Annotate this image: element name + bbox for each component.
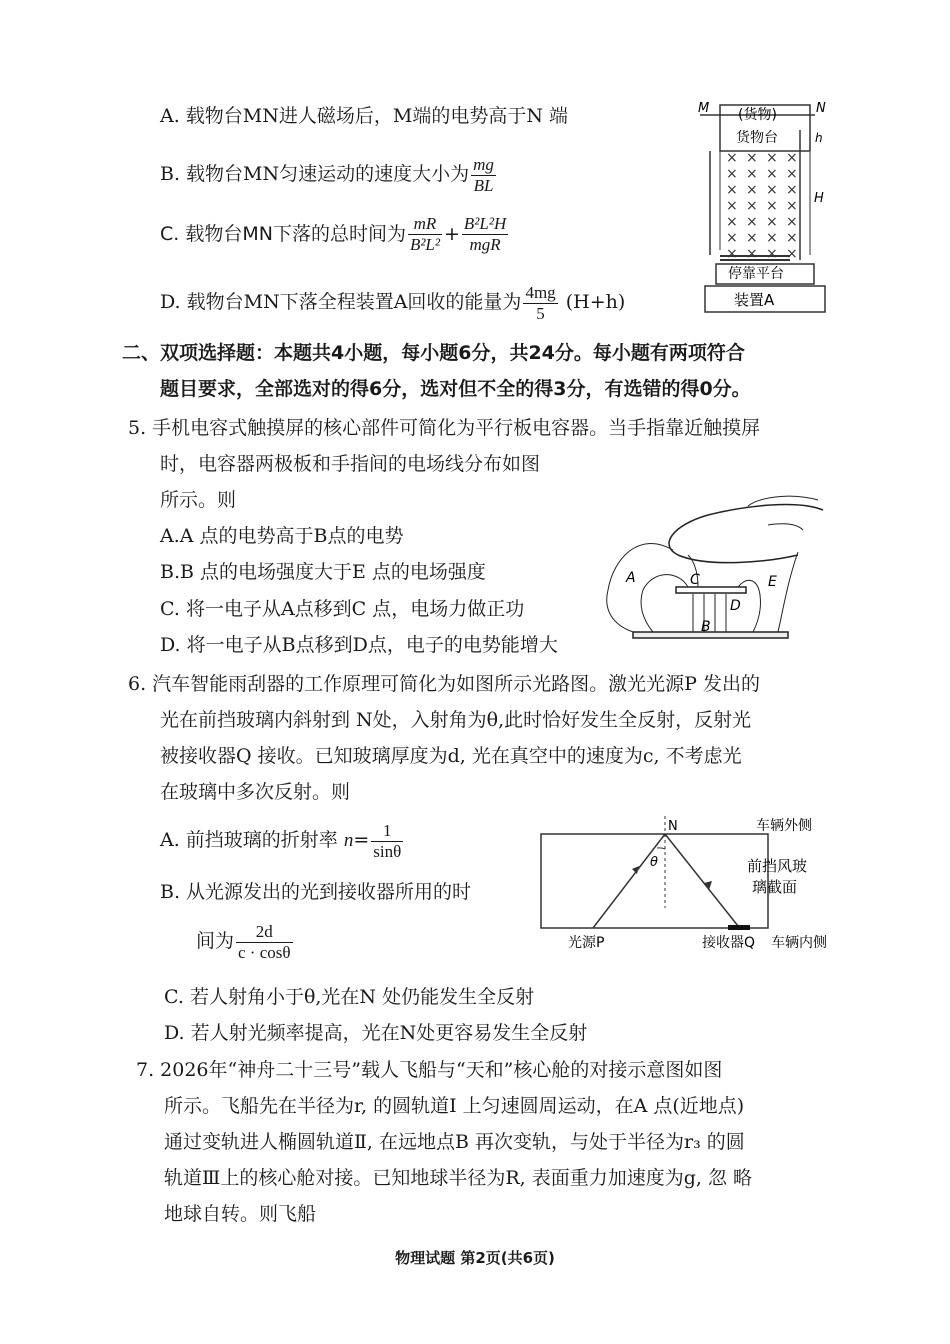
q7-stem-line-1: 7. 2026年“神舟二十三号”载人飞船与“天和”核心舱的对接示意图如图 bbox=[136, 1059, 723, 1081]
q4-option-d-fraction bbox=[523, 283, 557, 324]
q6-option-c: C. 若人射角小于θ,光在N 处仍能发生全反射 bbox=[164, 986, 535, 1008]
capacitor-top-plate bbox=[676, 587, 746, 593]
point-b-label: B bbox=[701, 619, 711, 635]
q5-stem-line-1: 5. 手机电容式触摸屏的核心部件可简化为平行板电容器。当手指靠近触摸屏 bbox=[128, 417, 761, 439]
light-source-label: 光源P bbox=[568, 935, 605, 951]
q4-option-c-fraction-1 bbox=[408, 214, 442, 255]
q6-option-b-fraction bbox=[236, 922, 293, 963]
angle-theta-label: θ bbox=[650, 855, 658, 870]
glass-section-label-1: 前挡风玻 bbox=[747, 857, 808, 875]
fraction-denominator: 5 bbox=[523, 303, 557, 324]
label-cargo-platform: 货物台 bbox=[736, 130, 778, 146]
windshield-optics-figure bbox=[538, 808, 838, 958]
q6-option-a-text: A. 前挡玻璃的折射率 bbox=[160, 829, 338, 851]
receiver-marker bbox=[728, 925, 750, 930]
section-2-header-line-1: 二、双项选择题：本题共4小题，每小题6分，共24分。每小题有两项符合 bbox=[122, 342, 745, 364]
point-d-label: D bbox=[730, 598, 741, 614]
field-cross-mark: × bbox=[746, 166, 758, 182]
q7-stem-line-3: 通过变轨进人椭圆轨道Ⅱ, 在远地点B 再次变轨，与处于半径为r₃ 的圆 bbox=[164, 1131, 745, 1153]
q5-stem-line-2: 时，电容器两极板和手指间的电场线分布如图 bbox=[160, 453, 541, 475]
field-cross-mark: × bbox=[726, 198, 738, 214]
vehicle-inside-label: 车辆内侧 bbox=[771, 935, 827, 951]
q7-stem-line-4: 轨道Ⅲ上的核心舱对接。已知地球半径为R, 表面重力加速度为g, 忽 略 bbox=[164, 1167, 752, 1189]
touchscreen-field-figure bbox=[598, 470, 833, 645]
section-2-header-line-2: 题目要求，全部选对的得6分，选对但不全的得3分，有选错的得0分。 bbox=[160, 378, 751, 400]
field-cross-mark: × bbox=[766, 198, 778, 214]
label-n: N bbox=[816, 101, 826, 116]
field-cross-mark: × bbox=[746, 246, 758, 262]
q6-stem-line-2: 光在前挡玻璃内斜射到 N处，入射角为θ,此时恰好发生全反射，反射光 bbox=[160, 709, 752, 731]
q6-stem-line-1: 6. 汽车智能雨刮器的工作原理可简化为如图所示光路图。激光光源P 发出的 bbox=[128, 673, 760, 695]
q7-stem-line-5: 地球自转。则飞船 bbox=[164, 1203, 317, 1225]
label-h-large: H bbox=[814, 191, 824, 206]
q6-option-d: D. 若人射光频率提高，光在N处更容易发生全反射 bbox=[164, 1022, 588, 1044]
fraction-denominator: sinθ bbox=[373, 841, 402, 861]
q4-option-b-fraction bbox=[471, 155, 496, 196]
field-cross-mark: × bbox=[746, 230, 758, 246]
fraction-numerator: mR bbox=[413, 214, 437, 233]
q4-option-d-text: D. 载物台MN下落全程装置A回收的能量为 bbox=[160, 291, 522, 313]
q5-option-c: C. 将一电子从A点移到C 点，电场力做正功 bbox=[160, 598, 525, 620]
equals-sign: = bbox=[353, 829, 370, 851]
symbol-n: n bbox=[343, 830, 354, 851]
field-cross-mark: × bbox=[726, 214, 738, 230]
field-cross-mark: × bbox=[726, 246, 738, 262]
label-device-a: 装置A bbox=[734, 291, 775, 309]
point-n-label: N bbox=[668, 819, 678, 834]
receiver-label: 接收器Q bbox=[702, 935, 756, 951]
q4-option-c bbox=[160, 208, 510, 260]
q4-option-c-fraction-2 bbox=[462, 214, 508, 255]
q4-option-d bbox=[160, 276, 625, 328]
q5-stem-line-3: 所示。则 bbox=[160, 489, 237, 511]
field-cross-mark: × bbox=[746, 182, 758, 198]
field-cross-mark: × bbox=[786, 166, 798, 182]
plus-sign: + bbox=[444, 223, 460, 245]
point-e-label: E bbox=[768, 574, 777, 590]
field-cross-mark: × bbox=[746, 150, 758, 166]
label-m: M bbox=[698, 101, 710, 116]
field-cross-mark: × bbox=[786, 198, 798, 214]
vehicle-outside-label: 车辆外侧 bbox=[756, 818, 812, 834]
fraction-numerator: mg bbox=[473, 154, 494, 174]
finger-outline bbox=[669, 505, 823, 563]
field-cross-mark: × bbox=[766, 246, 778, 262]
label-h-small: h bbox=[815, 131, 823, 145]
field-cross-mark: × bbox=[786, 214, 798, 230]
q6-option-b-line-2 bbox=[196, 914, 295, 968]
fraction-denominator: mgR bbox=[462, 234, 508, 255]
label-stop-platform: 停靠平台 bbox=[728, 266, 784, 282]
magnetic-field-figure bbox=[690, 100, 840, 315]
q4-option-a: A. 载物台MN进人磁场后，M端的电势高于N 端 bbox=[160, 105, 568, 127]
q5-option-d: D. 将一电子从B点移到D点，电子的电势能增大 bbox=[160, 634, 558, 656]
incident-ray bbox=[593, 834, 665, 928]
field-cross-mark: × bbox=[726, 166, 738, 182]
fraction-numerator: B²L²H bbox=[463, 214, 507, 233]
q6-option-a bbox=[160, 816, 405, 864]
field-cross-mark: × bbox=[766, 182, 778, 198]
fraction-numerator: 2d bbox=[255, 921, 273, 941]
q6-stem-line-4: 在玻璃中多次反射。则 bbox=[160, 781, 351, 803]
q6-option-b-line-1: B. 从光源发出的光到接收器所用的时 bbox=[160, 881, 472, 903]
field-cross-mark: × bbox=[786, 150, 798, 166]
field-cross-mark: × bbox=[766, 230, 778, 246]
fraction-numerator: 1 bbox=[383, 820, 392, 840]
q6-option-b-text: 间为 bbox=[196, 930, 235, 952]
field-cross-mark: × bbox=[786, 246, 798, 262]
fraction-denominator: B²L² bbox=[409, 235, 440, 254]
fraction-numerator: 4mg bbox=[525, 282, 556, 302]
q7-stem-line-2: 所示。飞船先在半径为r, 的圆轨道I 上匀速圆周运动，在A 点(近地点) bbox=[164, 1095, 745, 1117]
field-cross-mark: × bbox=[726, 150, 738, 166]
field-cross-mark: × bbox=[726, 230, 738, 246]
reflected-ray bbox=[665, 834, 738, 926]
magnetic-field-crosses bbox=[726, 150, 798, 262]
field-cross-mark: × bbox=[786, 230, 798, 246]
label-cargo: (货物) bbox=[738, 107, 777, 123]
field-cross-mark: × bbox=[746, 214, 758, 230]
field-cross-mark: × bbox=[726, 182, 738, 198]
field-cross-mark: × bbox=[766, 150, 778, 166]
page-footer: 物理试题 第2页(共6页) bbox=[395, 1249, 555, 1267]
q5-option-b: B.B 点的电场强度大于E 点的电场强度 bbox=[160, 561, 486, 583]
field-cross-mark: × bbox=[786, 182, 798, 198]
q4-option-b bbox=[160, 150, 498, 198]
q4-option-d-suffix: (H+h) bbox=[565, 291, 626, 313]
q4-option-c-text: C. 载物台MN下落的总时间为 bbox=[160, 223, 406, 245]
q4-option-b-text: B. 载物台MN匀速运动的速度大小为 bbox=[160, 163, 470, 185]
q5-option-a: A.A 点的电势高于B点的电势 bbox=[160, 525, 404, 547]
fraction-denominator: c · cosθ bbox=[238, 942, 291, 962]
field-cross-mark: × bbox=[766, 166, 778, 182]
fraction-denominator: BL bbox=[471, 175, 496, 196]
glass-section-label-2: 璃截面 bbox=[752, 878, 798, 896]
field-cross-mark: × bbox=[746, 198, 758, 214]
q6-option-a-fraction bbox=[371, 821, 403, 862]
point-c-label: C bbox=[690, 572, 700, 588]
field-cross-mark: × bbox=[766, 214, 778, 230]
point-a-label: A bbox=[626, 570, 636, 586]
q6-stem-line-3: 被接收器Q 接收。已知玻璃厚度为d, 光在真空中的速度为c, 不考虑光 bbox=[160, 745, 742, 767]
